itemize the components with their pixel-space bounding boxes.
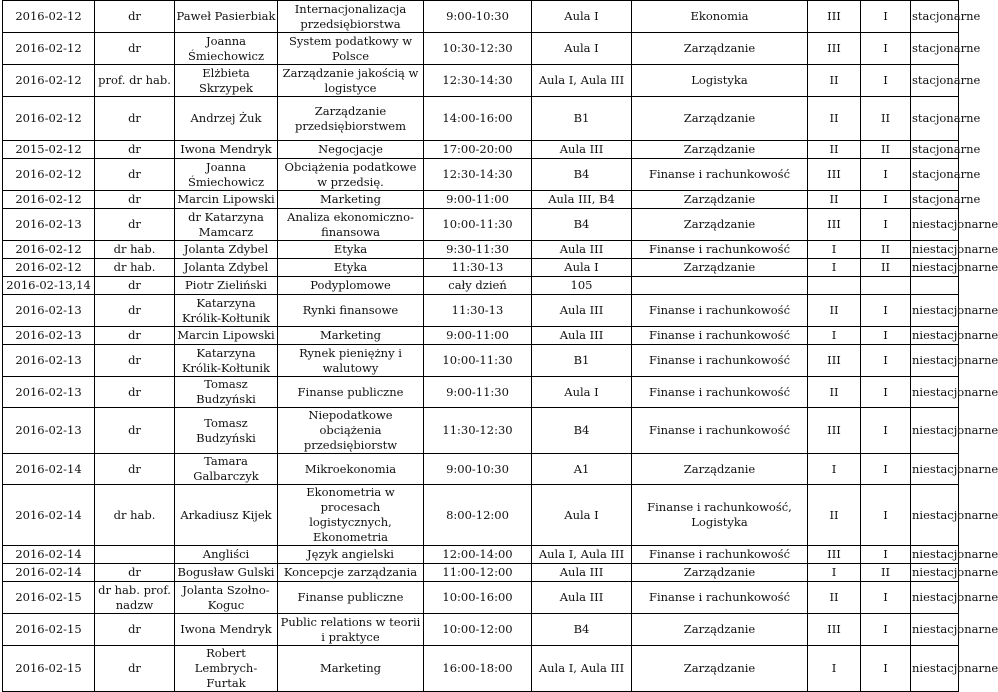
title-cell: dr xyxy=(95,646,175,692)
mode-cell: niestacjonarne xyxy=(911,377,959,408)
major-cell: Ekonomia xyxy=(632,1,808,33)
date-cell: 2016-02-13 xyxy=(3,209,95,241)
date-cell: 2016-02-15 xyxy=(3,614,95,646)
table-row xyxy=(3,564,959,582)
table-row xyxy=(3,614,959,646)
table-row xyxy=(3,33,959,65)
lecturer-cell: Paweł Pasierbiak xyxy=(175,1,278,33)
date-cell: 2016-02-13,14 xyxy=(3,277,95,295)
semester-cell: I xyxy=(861,327,911,345)
table-row xyxy=(3,485,959,546)
lecturer-cell: Arkadiusz Kijek xyxy=(175,485,278,546)
lecturer-cell: Robert Lembrych-Furtak xyxy=(175,646,278,692)
year-cell: I xyxy=(808,646,861,692)
major-cell: Zarządzanie xyxy=(632,614,808,646)
room-cell: Aula I xyxy=(532,485,632,546)
title-cell: dr xyxy=(95,614,175,646)
semester-cell: II xyxy=(861,564,911,582)
room-cell: Aula I xyxy=(532,259,632,277)
time-cell: 9:00-10:30 xyxy=(424,454,532,485)
major-cell xyxy=(632,277,808,295)
subject-cell: Etyka xyxy=(278,259,424,277)
title-cell: dr hab. xyxy=(95,485,175,546)
room-cell: Aula III xyxy=(532,141,632,159)
year-cell: II xyxy=(808,191,861,209)
table-row xyxy=(3,241,959,259)
title-cell: dr xyxy=(95,33,175,65)
time-cell: 11:30-13 xyxy=(424,259,532,277)
mode-cell: stacjonarne xyxy=(911,141,959,159)
year-cell: II xyxy=(808,582,861,614)
room-cell: Aula III xyxy=(532,327,632,345)
semester-cell xyxy=(861,277,911,295)
table-row xyxy=(3,97,959,141)
table-row xyxy=(3,259,959,277)
date-cell: 2016-02-12 xyxy=(3,1,95,33)
lecturer-cell: Katarzyna Królik-Kołtunik xyxy=(175,345,278,377)
room-cell: Aula III xyxy=(532,564,632,582)
major-cell: Finanse i rachunkowość xyxy=(632,345,808,377)
date-cell: 2016-02-12 xyxy=(3,191,95,209)
mode-cell: stacjonarne xyxy=(911,97,959,141)
lecturer-cell: Jolanta Zdybel xyxy=(175,259,278,277)
room-cell: B1 xyxy=(532,345,632,377)
semester-cell: I xyxy=(861,582,911,614)
date-cell: 2016-02-14 xyxy=(3,454,95,485)
year-cell: I xyxy=(808,327,861,345)
year-cell: II xyxy=(808,65,861,97)
lecturer-cell: Angliści xyxy=(175,546,278,564)
semester-cell: II xyxy=(861,97,911,141)
table-row xyxy=(3,377,959,408)
major-cell: Zarządzanie xyxy=(632,454,808,485)
room-cell: Aula I, Aula III xyxy=(532,65,632,97)
time-cell: 9:00-11:00 xyxy=(424,191,532,209)
subject-cell: Analiza ekonomiczno-finansowa xyxy=(278,209,424,241)
time-cell: 11:30-12:30 xyxy=(424,408,532,454)
room-cell: B1 xyxy=(532,97,632,141)
time-cell: 10:00-16:00 xyxy=(424,582,532,614)
semester-cell: I xyxy=(861,295,911,327)
room-cell: B4 xyxy=(532,209,632,241)
title-cell: dr xyxy=(95,564,175,582)
lecturer-cell: Bogusław Gulski xyxy=(175,564,278,582)
table-row xyxy=(3,159,959,191)
time-cell: 12:30-14:30 xyxy=(424,65,532,97)
lecturer-cell: Jolanta Szołno-Koguc xyxy=(175,582,278,614)
title-cell xyxy=(95,546,175,564)
room-cell: Aula III xyxy=(532,582,632,614)
room-cell: B4 xyxy=(532,159,632,191)
title-cell: prof. dr hab. xyxy=(95,65,175,97)
year-cell: II xyxy=(808,377,861,408)
major-cell: Zarządzanie xyxy=(632,141,808,159)
semester-cell: I xyxy=(861,209,911,241)
lecturer-cell: Joanna Śmiechowicz xyxy=(175,33,278,65)
semester-cell: I xyxy=(861,485,911,546)
mode-cell: niestacjonarne xyxy=(911,546,959,564)
schedule-table xyxy=(2,0,998,692)
mode-cell: niestacjonarne xyxy=(911,408,959,454)
table-row xyxy=(3,327,959,345)
date-cell: 2016-02-15 xyxy=(3,582,95,614)
title-cell: dr hab. prof. nadzw xyxy=(95,582,175,614)
year-cell: III xyxy=(808,33,861,65)
lecturer-cell: Iwona Mendryk xyxy=(175,141,278,159)
mode-cell: stacjonarne xyxy=(911,33,959,65)
date-cell: 2016-02-13 xyxy=(3,377,95,408)
title-cell: dr xyxy=(95,295,175,327)
title-cell: dr xyxy=(95,277,175,295)
title-cell: dr xyxy=(95,1,175,33)
subject-cell: Ekonometria w procesach logistycznych, Ekonometria xyxy=(278,485,424,546)
year-cell: I xyxy=(808,564,861,582)
lecturer-cell: Marcin Lipowski xyxy=(175,191,278,209)
major-cell: Finanse i rachunkowość xyxy=(632,327,808,345)
date-cell: 2016-02-14 xyxy=(3,485,95,546)
date-cell: 2016-02-14 xyxy=(3,546,95,564)
semester-cell: I xyxy=(861,646,911,692)
subject-cell: Marketing xyxy=(278,327,424,345)
title-cell: dr xyxy=(95,159,175,191)
room-cell: B4 xyxy=(532,614,632,646)
room-cell: 105 xyxy=(532,277,632,295)
date-cell: 2016-02-13 xyxy=(3,295,95,327)
subject-cell: Obciążenia podatkowe w przedsię. xyxy=(278,159,424,191)
time-cell: 17:00-20:00 xyxy=(424,141,532,159)
subject-cell: System podatkowy w Polsce xyxy=(278,33,424,65)
subject-cell: Podyplomowe xyxy=(278,277,424,295)
title-cell: dr xyxy=(95,377,175,408)
lecturer-cell: Andrzej Żuk xyxy=(175,97,278,141)
date-cell: 2016-02-12 xyxy=(3,97,95,141)
time-cell: 9:30-11:30 xyxy=(424,241,532,259)
mode-cell: niestacjonarne xyxy=(911,327,959,345)
lecturer-cell: Katarzyna Królik-Kołtunik xyxy=(175,295,278,327)
mode-cell: niestacjonarne xyxy=(911,295,959,327)
year-cell: II xyxy=(808,141,861,159)
time-cell: 10:30-12:30 xyxy=(424,33,532,65)
title-cell: dr xyxy=(95,454,175,485)
time-cell: 11:00-12:00 xyxy=(424,564,532,582)
lecturer-cell: Piotr Zieliński xyxy=(175,277,278,295)
subject-cell: Niepodatkowe obciążenia przedsiębiorstw xyxy=(278,408,424,454)
semester-cell: I xyxy=(861,614,911,646)
subject-cell: Rynek pieniężny i walutowy xyxy=(278,345,424,377)
semester-cell: I xyxy=(861,345,911,377)
major-cell: Finanse i rachunkowość, Logistyka xyxy=(632,485,808,546)
year-cell: II xyxy=(808,295,861,327)
date-cell: 2016-02-13 xyxy=(3,345,95,377)
title-cell: dr hab. xyxy=(95,241,175,259)
major-cell: Zarządzanie xyxy=(632,209,808,241)
semester-cell: I xyxy=(861,1,911,33)
lecturer-cell: Joanna Śmiechowicz xyxy=(175,159,278,191)
lecturer-cell: dr Katarzyna Mamcarz xyxy=(175,209,278,241)
year-cell: I xyxy=(808,259,861,277)
mode-cell: niestacjonarne xyxy=(911,582,959,614)
time-cell: 9:00-11:00 xyxy=(424,327,532,345)
time-cell: 9:00-10:30 xyxy=(424,1,532,33)
subject-cell: Zarządzanie przedsiębiorstwem xyxy=(278,97,424,141)
subject-cell: Mikroekonomia xyxy=(278,454,424,485)
title-cell: dr xyxy=(95,191,175,209)
major-cell: Finanse i rachunkowość xyxy=(632,159,808,191)
title-cell: dr xyxy=(95,141,175,159)
semester-cell: I xyxy=(861,454,911,485)
room-cell: A1 xyxy=(532,454,632,485)
semester-cell: I xyxy=(861,191,911,209)
mode-cell: stacjonarne xyxy=(911,159,959,191)
semester-cell: I xyxy=(861,408,911,454)
table-row xyxy=(3,65,959,97)
year-cell: I xyxy=(808,454,861,485)
year-cell: III xyxy=(808,209,861,241)
room-cell: Aula I, Aula III xyxy=(532,646,632,692)
major-cell: Logistyka xyxy=(632,65,808,97)
major-cell: Zarządzanie xyxy=(632,191,808,209)
year-cell xyxy=(808,277,861,295)
mode-cell: niestacjonarne xyxy=(911,454,959,485)
lecturer-cell: Tomasz Budzyński xyxy=(175,377,278,408)
semester-cell: I xyxy=(861,546,911,564)
major-cell: Finanse i rachunkowość xyxy=(632,546,808,564)
room-cell: Aula I, Aula III xyxy=(532,546,632,564)
time-cell: 8:00-12:00 xyxy=(424,485,532,546)
room-cell: Aula I xyxy=(532,1,632,33)
time-cell: 14:00-16:00 xyxy=(424,97,532,141)
subject-cell: Etyka xyxy=(278,241,424,259)
lecturer-cell: Marcin Lipowski xyxy=(175,327,278,345)
major-cell: Finanse i rachunkowość xyxy=(632,377,808,408)
major-cell: Finanse i rachunkowość xyxy=(632,408,808,454)
year-cell: II xyxy=(808,485,861,546)
year-cell: III xyxy=(808,614,861,646)
semester-cell: II xyxy=(861,259,911,277)
mode-cell: stacjonarne xyxy=(911,191,959,209)
title-cell: dr xyxy=(95,209,175,241)
major-cell: Zarządzanie xyxy=(632,33,808,65)
table-row xyxy=(3,454,959,485)
title-cell: dr xyxy=(95,97,175,141)
year-cell: III xyxy=(808,159,861,191)
subject-cell: Koncepcje zarządzania xyxy=(278,564,424,582)
time-cell: 10:00-11:30 xyxy=(424,209,532,241)
mode-cell: niestacjonarne xyxy=(911,564,959,582)
time-cell: 10:00-11:30 xyxy=(424,345,532,377)
year-cell: II xyxy=(808,97,861,141)
room-cell: B4 xyxy=(532,408,632,454)
year-cell: III xyxy=(808,345,861,377)
mode-cell: niestacjonarne xyxy=(911,345,959,377)
major-cell: Zarządzanie xyxy=(632,646,808,692)
subject-cell: Public relations w teorii i praktyce xyxy=(278,614,424,646)
time-cell: 12:30-14:30 xyxy=(424,159,532,191)
time-cell: 10:00-12:00 xyxy=(424,614,532,646)
semester-cell: II xyxy=(861,141,911,159)
table-row xyxy=(3,408,959,454)
subject-cell: Finanse publiczne xyxy=(278,582,424,614)
table-row xyxy=(3,295,959,327)
lecturer-cell: Tomasz Budzyński xyxy=(175,408,278,454)
date-cell: 2016-02-12 xyxy=(3,241,95,259)
major-cell: Finanse i rachunkowość xyxy=(632,241,808,259)
year-cell: I xyxy=(808,241,861,259)
mode-cell xyxy=(911,277,959,295)
mode-cell: niestacjonarne xyxy=(911,241,959,259)
room-cell: Aula I xyxy=(532,377,632,408)
title-cell: dr xyxy=(95,345,175,377)
lecturer-cell: Tamara Galbarczyk xyxy=(175,454,278,485)
year-cell: III xyxy=(808,546,861,564)
room-cell: Aula I xyxy=(532,33,632,65)
room-cell: Aula III xyxy=(532,241,632,259)
room-cell: Aula III xyxy=(532,295,632,327)
table-row xyxy=(3,345,959,377)
date-cell: 2016-02-13 xyxy=(3,408,95,454)
semester-cell: II xyxy=(861,241,911,259)
year-cell: III xyxy=(808,1,861,33)
table-row xyxy=(3,1,959,33)
mode-cell: niestacjonarne xyxy=(911,259,959,277)
year-cell: III xyxy=(808,408,861,454)
lecturer-cell: Elżbieta Skrzypek xyxy=(175,65,278,97)
semester-cell: I xyxy=(861,377,911,408)
title-cell: dr xyxy=(95,408,175,454)
time-cell: 16:00-18:00 xyxy=(424,646,532,692)
date-cell: 2016-02-13 xyxy=(3,327,95,345)
table-row xyxy=(3,191,959,209)
table-row xyxy=(3,277,959,295)
date-cell: 2016-02-12 xyxy=(3,259,95,277)
date-cell: 2015-02-12 xyxy=(3,141,95,159)
subject-cell: Język angielski xyxy=(278,546,424,564)
subject-cell: Marketing xyxy=(278,646,424,692)
subject-cell: Finanse publiczne xyxy=(278,377,424,408)
major-cell: Zarządzanie xyxy=(632,259,808,277)
date-cell: 2016-02-15 xyxy=(3,646,95,692)
mode-cell: niestacjonarne xyxy=(911,209,959,241)
table-row xyxy=(3,582,959,614)
time-cell: 11:30-13 xyxy=(424,295,532,327)
mode-cell: stacjonarne xyxy=(911,1,959,33)
major-cell: Zarządzanie xyxy=(632,564,808,582)
mode-cell: niestacjonarne xyxy=(911,646,959,692)
time-cell: 9:00-11:30 xyxy=(424,377,532,408)
semester-cell: I xyxy=(861,65,911,97)
subject-cell: Internacjonalizacja przedsiębiorstwa xyxy=(278,1,424,33)
time-cell: cały dzień xyxy=(424,277,532,295)
table-row xyxy=(3,141,959,159)
semester-cell: I xyxy=(861,33,911,65)
time-cell: 12:00-14:00 xyxy=(424,546,532,564)
subject-cell: Rynki finansowe xyxy=(278,295,424,327)
major-cell: Finanse i rachunkowość xyxy=(632,295,808,327)
subject-cell: Negocjacje xyxy=(278,141,424,159)
table-row xyxy=(3,646,959,692)
subject-cell: Zarządzanie jakością w logistyce xyxy=(278,65,424,97)
title-cell: dr hab. xyxy=(95,259,175,277)
schedule-rows xyxy=(3,1,998,692)
mode-cell: niestacjonarne xyxy=(911,485,959,546)
mode-cell: niestacjonarne xyxy=(911,614,959,646)
date-cell: 2016-02-12 xyxy=(3,159,95,191)
subject-cell: Marketing xyxy=(278,191,424,209)
mode-cell: stacjonarne xyxy=(911,65,959,97)
date-cell: 2016-02-12 xyxy=(3,65,95,97)
major-cell: Finanse i rachunkowość xyxy=(632,582,808,614)
lecturer-cell: Jolanta Zdybel xyxy=(175,241,278,259)
room-cell: Aula III, B4 xyxy=(532,191,632,209)
date-cell: 2016-02-12 xyxy=(3,33,95,65)
title-cell: dr xyxy=(95,327,175,345)
date-cell: 2016-02-14 xyxy=(3,564,95,582)
table-row xyxy=(3,209,959,241)
lecturer-cell: Iwona Mendryk xyxy=(175,614,278,646)
semester-cell: I xyxy=(861,159,911,191)
major-cell: Zarządzanie xyxy=(632,97,808,141)
table-row xyxy=(3,546,959,564)
